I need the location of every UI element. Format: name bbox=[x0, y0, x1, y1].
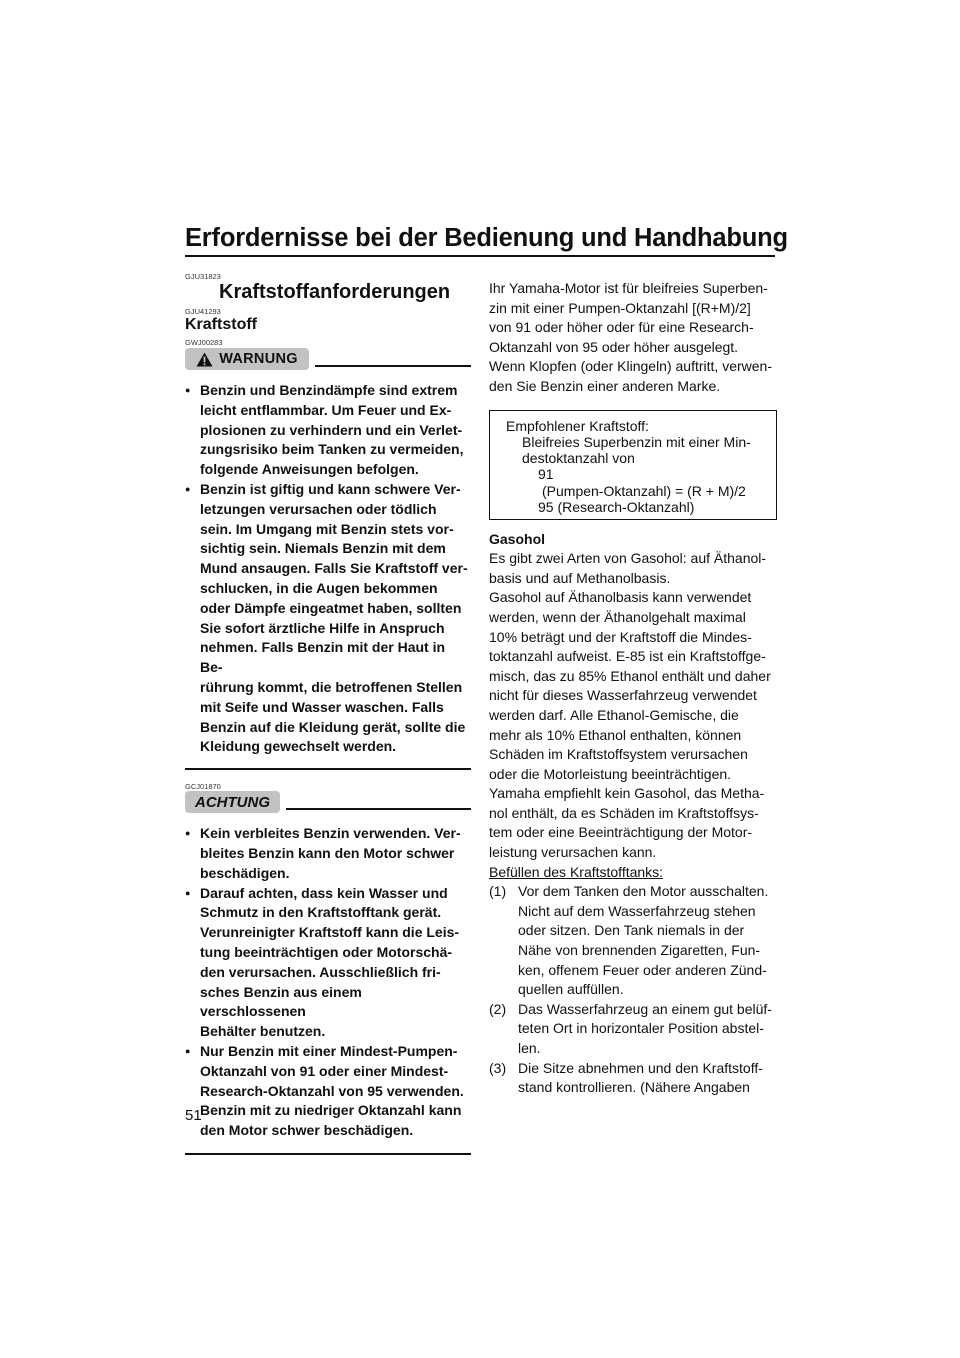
caution-code: GCJ01870 bbox=[185, 782, 221, 792]
text-line: oder Dämpfe eingeatmet haben, sollten bbox=[200, 599, 462, 616]
text-line: Das Wasserfahrzeug an einem gut belüf- bbox=[518, 1000, 772, 1017]
text-line: Behälter benutzen. bbox=[200, 1023, 326, 1040]
warning-badge bbox=[185, 348, 309, 370]
page-header-title: Erfordernisse bei der Bedienung und Handhabung bbox=[185, 224, 788, 252]
text-line: Yamaha empfiehlt kein Gasohol, das Metha- bbox=[489, 785, 765, 802]
warning-header bbox=[185, 348, 471, 370]
spec-line: 91 bbox=[538, 466, 554, 483]
warning-list bbox=[185, 381, 471, 757]
filling-step bbox=[489, 1000, 777, 1059]
section-title: Kraftstoffanforderungen bbox=[219, 281, 451, 303]
text-line: misch, das zu 85% Ethanol enthält und daher bbox=[489, 667, 771, 684]
caution-item bbox=[185, 884, 471, 1042]
warning-item bbox=[185, 381, 471, 480]
text-line: zin mit einer Pumpen-Oktanzahl [(R+M)/2] bbox=[489, 299, 751, 316]
filling-heading: Befüllen des Kraftstofftanks: bbox=[489, 863, 664, 880]
text-line: oder sitzen. Den Tank niemals in der bbox=[518, 922, 745, 939]
subsection-title: Kraftstoff bbox=[185, 316, 257, 333]
filling-step bbox=[489, 1059, 777, 1098]
text-line: toktanzahl aufweist. E-85 ist ein Kraftstoffge- bbox=[489, 648, 766, 665]
right-column bbox=[489, 279, 777, 1098]
bullet-icon: ● bbox=[185, 1045, 191, 1056]
text-line: Nicht auf dem Wasserfahrzeug stehen bbox=[518, 902, 756, 919]
text-line: letzungen verursachen oder tödlich bbox=[200, 500, 437, 517]
section-code: GJU31823 bbox=[185, 272, 221, 281]
caution-item bbox=[185, 824, 471, 883]
text-line: teten Ort in horizontaler Position abstel- bbox=[518, 1020, 764, 1037]
bullet-icon: ● bbox=[185, 828, 191, 839]
text-line: sein. Im Umgang mit Benzin stets vor- bbox=[200, 520, 454, 537]
text-line: den Motor schwer beschädigen. bbox=[200, 1122, 414, 1139]
text-line: den verursachen. Ausschließlich fri- bbox=[200, 963, 441, 980]
text-line: leicht entflammbar. Um Feuer und Ex- bbox=[200, 401, 452, 418]
text-line: basis und auf Methanolbasis. bbox=[489, 569, 671, 586]
spec-title: Empfohlener Kraftstoff: bbox=[506, 417, 649, 434]
text-line: quellen auffüllen. bbox=[518, 981, 624, 998]
gasohol-heading: Gasohol bbox=[489, 530, 546, 547]
text-line: Ihr Yamaha-Motor ist für bleifreies Superben- bbox=[489, 280, 768, 296]
warning-code: GWJ00283 bbox=[185, 338, 223, 347]
text-line: Nähe von brennenden Zigaretten, Fun- bbox=[518, 942, 761, 959]
text-line: Verunreinigter Kraftstoff kann die Leis- bbox=[200, 924, 460, 941]
bullet-icon: ● bbox=[185, 483, 191, 494]
text-line: Gasohol auf Äthanolbasis kann verwendet bbox=[489, 589, 752, 606]
caution-list bbox=[185, 824, 471, 1141]
spec-line: Bleifreies Superbenzin mit einer Min- bbox=[522, 433, 751, 450]
caution-rule bbox=[286, 808, 471, 810]
text-line: nol enthält, da es Schäden im Kraftstoffsys- bbox=[489, 804, 759, 821]
warning-item bbox=[185, 480, 471, 757]
text-line: nehmen. Falls Benzin mit der Haut in Be- bbox=[200, 639, 446, 676]
text-line: len. bbox=[518, 1040, 541, 1056]
caution-end-rule bbox=[185, 1153, 471, 1155]
text-line: Research-Oktanzahl von 95 verwenden. bbox=[200, 1082, 464, 1099]
text-line: Schäden im Kraftstoffsystem verursachen bbox=[489, 746, 748, 763]
bullet-icon: ● bbox=[185, 385, 191, 395]
text-line: Sie sofort ärztliche Hilfe in Anspruch bbox=[200, 619, 445, 636]
text-line: sichtig sein. Niemals Benzin mit dem bbox=[200, 540, 446, 557]
text-line: Darauf achten, dass kein Wasser und bbox=[200, 884, 448, 901]
step-number: (2) bbox=[489, 1000, 507, 1017]
intro-paragraph bbox=[489, 279, 777, 397]
caution-item bbox=[185, 1042, 471, 1141]
text-line: Benzin mit zu niedriger Oktanzahl kann bbox=[200, 1102, 462, 1119]
text-line: plosionen zu verhindern und ein Verlet- bbox=[200, 421, 463, 438]
text-line: ken, offenem Feuer oder anderen Zünd- bbox=[518, 961, 767, 978]
spec-line: 95 (Research-Oktanzahl) bbox=[538, 499, 695, 516]
warning-label: WARNUNG bbox=[219, 351, 298, 367]
text-line: rührung kommt, die betroffenen Stellen bbox=[200, 678, 463, 695]
text-line: Oktanzahl von 91 oder einer Mindest- bbox=[200, 1062, 449, 1079]
text-line: den Sie Benzin einer anderen Marke. bbox=[489, 377, 721, 394]
text-line: Mund ansaugen. Falls Sie Kraftstoff ver- bbox=[200, 560, 468, 577]
text-line: mit Seife und Wasser waschen. Falls bbox=[200, 698, 444, 715]
spec-line: (Pumpen-Oktanzahl) = (R + M)/2 bbox=[542, 482, 746, 499]
text-line: Benzin ist giftig und kann schwere Ver- bbox=[200, 480, 461, 497]
text-line: Vor dem Tanken den Motor ausschalten. bbox=[518, 883, 769, 900]
header-rule bbox=[185, 255, 775, 257]
text-line: 10% beträgt und der Kraftstoff die Mindes- bbox=[489, 628, 752, 645]
spec-line: destoktanzahl von bbox=[522, 450, 635, 467]
text-line: von 91 oder höher oder für eine Research- bbox=[489, 319, 754, 336]
text-line: Es gibt zwei Arten von Gasohol: auf Äthanol- bbox=[489, 550, 767, 567]
text-line: Kleidung gewechselt werden. bbox=[200, 738, 397, 755]
text-line: sches Benzin aus einem verschlossenen bbox=[200, 983, 362, 1020]
text-line: Wenn Klopfen (oder Klingeln) auftritt, verwen- bbox=[489, 358, 772, 375]
text-line: mehr als 10% Ethanol enthalten, können bbox=[489, 726, 742, 743]
text-line: Benzin auf die Kleidung gerät, sollte die bbox=[200, 718, 466, 735]
warning-rule bbox=[315, 365, 471, 367]
bullet-icon: ● bbox=[185, 887, 191, 898]
filling-steps bbox=[489, 882, 777, 1098]
text-line: Die Sitze abnehmen und den Kraftstoff- bbox=[518, 1059, 763, 1076]
text-line: bleites Benzin kann den Motor schwer bbox=[200, 844, 455, 861]
step-number: (1) bbox=[489, 883, 507, 900]
text-line: tung beeinträchtigen oder Motorschä- bbox=[200, 943, 453, 960]
page-number: 51 bbox=[185, 1107, 202, 1124]
text-line: zungsrisiko beim Tanken zu vermeiden, bbox=[200, 441, 464, 458]
text-line: nicht für dieses Wasserfahrzeug verwendet bbox=[489, 687, 757, 704]
text-line: werden, wenn der Äthanolgehalt maximal bbox=[489, 608, 746, 625]
text-line: folgende Anweisungen befolgen. bbox=[200, 461, 419, 478]
text-line: beschädigen. bbox=[200, 864, 290, 881]
recommended-fuel-box bbox=[489, 410, 777, 520]
subsection-code: GJU41293 bbox=[185, 307, 221, 316]
warning-triangle-icon bbox=[196, 352, 213, 367]
warning-end-rule bbox=[185, 768, 471, 770]
filling-step bbox=[489, 882, 777, 1000]
left-column bbox=[185, 272, 471, 1155]
text-line: Benzin und Benzindämpfe sind extrem bbox=[200, 382, 458, 398]
text-line: oder die Motorleistung beeinträchtigen. bbox=[489, 765, 732, 782]
text-line: stand kontrollieren. (Nähere Angaben bbox=[518, 1079, 750, 1096]
text-line: leistung verursachen kann. bbox=[489, 844, 657, 861]
caution-badge: ACHTUNG bbox=[185, 791, 280, 813]
text-line: Oktanzahl von 95 oder höher ausgelegt. bbox=[489, 338, 739, 355]
text-line: Kein verbleites Benzin verwenden. Ver- bbox=[200, 825, 461, 842]
text-line: Nur Benzin mit einer Mindest-Pumpen- bbox=[200, 1042, 458, 1059]
step-number: (3) bbox=[489, 1059, 507, 1076]
text-line: werden darf. Alle Ethanol-Gemische, die bbox=[489, 706, 739, 723]
text-line: tem oder eine Beeinträchtigung der Motor- bbox=[489, 824, 753, 841]
caution-header bbox=[185, 791, 471, 813]
text-line: Schmutz in den Kraftstofftank gerät. bbox=[200, 904, 442, 921]
gasohol-paragraph bbox=[489, 549, 777, 863]
text-line: schlucken, in die Augen bekommen bbox=[200, 579, 438, 596]
